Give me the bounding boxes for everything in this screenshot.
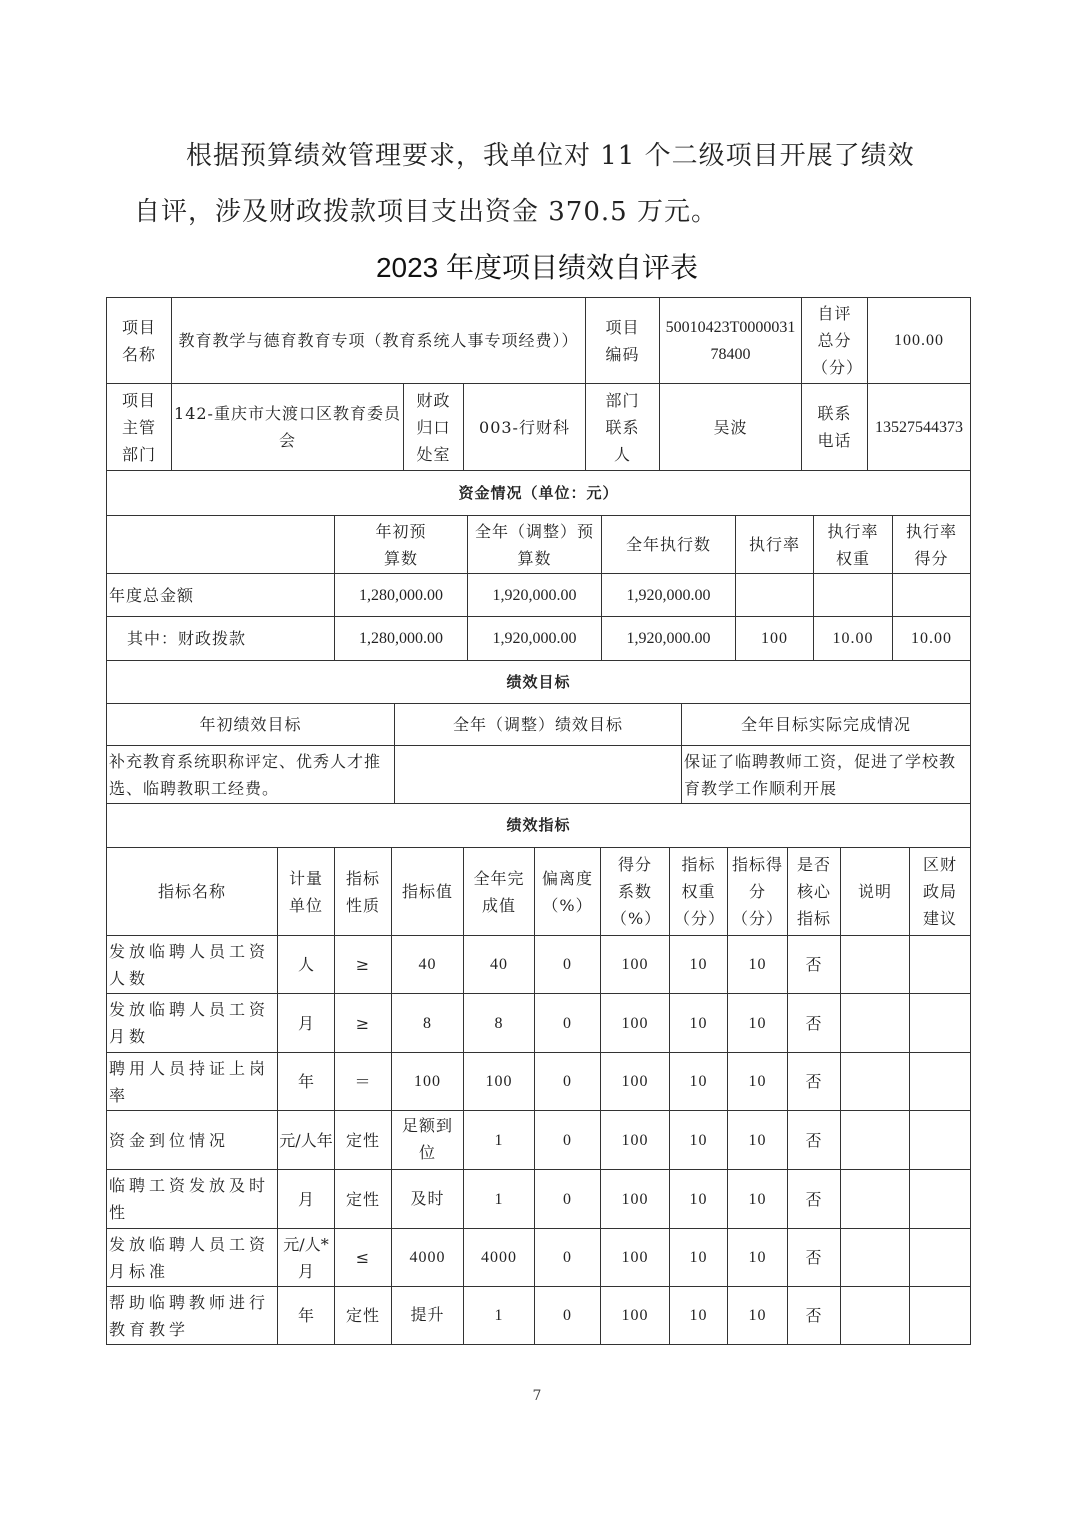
phone-value: 13527544373 bbox=[868, 384, 971, 471]
indicator-cell bbox=[841, 936, 910, 994]
funds-cell: 10.00 bbox=[893, 617, 971, 661]
funds-cell: 10.00 bbox=[814, 617, 893, 661]
finance-office-label: 财政归口处室 bbox=[404, 384, 464, 471]
indicator-header: 指标名称 bbox=[107, 848, 278, 936]
funds-header: 执行率权重 bbox=[814, 516, 893, 574]
funds-cell: 1,280,000.00 bbox=[335, 574, 468, 617]
indicator-cell: 10 bbox=[670, 994, 728, 1053]
indicator-cell: 100 bbox=[601, 1111, 670, 1170]
indicator-cell: 100 bbox=[464, 1053, 535, 1111]
funds-cell: 1,920,000.00 bbox=[602, 617, 736, 661]
funds-cell: 1,920,000.00 bbox=[468, 574, 602, 617]
funds-cell bbox=[814, 574, 893, 617]
indicator-cell: 月 bbox=[278, 1170, 335, 1229]
indicator-cell: 10 bbox=[728, 1170, 788, 1229]
project-code-value: 50010423T000003178400 bbox=[660, 298, 802, 384]
funds-cell: 100 bbox=[736, 617, 814, 661]
indicator-name: 发放临聘人员工资月数 bbox=[107, 994, 278, 1053]
funds-header: 执行率 bbox=[736, 516, 814, 574]
indicator-cell: 提升 bbox=[392, 1287, 464, 1345]
indicator-header: 区财政局建议 bbox=[910, 848, 971, 936]
page-number: 7 bbox=[532, 1388, 542, 1404]
indicator-cell bbox=[910, 1111, 971, 1170]
indicator-cell bbox=[841, 1053, 910, 1111]
funds-header: 全年执行数 bbox=[602, 516, 736, 574]
indicator-cell: 10 bbox=[728, 936, 788, 994]
indicator-name: 发放临聘人员工资月标准 bbox=[107, 1229, 278, 1287]
indicators-header-row bbox=[107, 848, 971, 936]
adjusted-goal bbox=[395, 746, 682, 804]
indicator-header: 指标得分（分） bbox=[728, 848, 788, 936]
indicator-cell: 10 bbox=[670, 1170, 728, 1229]
indicator-header: 计量单位 bbox=[278, 848, 335, 936]
intro-line-1: 根据预算绩效管理要求，我单位对 11 个二级项目开展了绩效 bbox=[186, 141, 915, 171]
indicator-cell: 100 bbox=[601, 1229, 670, 1287]
indicator-cell: 否 bbox=[788, 1229, 841, 1287]
indicator-cell: 否 bbox=[788, 1111, 841, 1170]
project-code-label: 项目编码 bbox=[586, 298, 660, 384]
indicator-cell bbox=[841, 1287, 910, 1345]
project-name-label: 项目名称 bbox=[107, 298, 172, 384]
indicator-cell: 100 bbox=[601, 936, 670, 994]
indicator-row bbox=[107, 1111, 971, 1170]
indicator-cell: 人 bbox=[278, 936, 335, 994]
indicator-cell: 1 bbox=[464, 1170, 535, 1229]
indicator-name: 临聘工资发放及时性 bbox=[107, 1170, 278, 1229]
indicator-cell bbox=[841, 1229, 910, 1287]
goals-header: 全年（调整）绩效目标 bbox=[395, 704, 682, 746]
contact-label: 部门联系人 bbox=[586, 384, 660, 471]
indicator-row bbox=[107, 936, 971, 994]
phone-label: 联系电话 bbox=[802, 384, 868, 471]
funds-header: 全年（调整）预算数 bbox=[468, 516, 602, 574]
indicator-cell: 元/人年 bbox=[278, 1111, 335, 1170]
indicator-cell: 0 bbox=[535, 936, 601, 994]
indicator-cell: 10 bbox=[670, 1053, 728, 1111]
indicator-cell: 0 bbox=[535, 1170, 601, 1229]
initial-goal: 补充教育系统职称评定、优秀人才推选、临聘教职工经费。 bbox=[107, 746, 395, 804]
indicator-cell: 4000 bbox=[392, 1229, 464, 1287]
indicator-cell: 100 bbox=[601, 994, 670, 1053]
indicator-cell: 10 bbox=[728, 1287, 788, 1345]
project-info-table bbox=[106, 297, 971, 471]
indicator-cell: 10 bbox=[670, 936, 728, 994]
indicator-cell bbox=[910, 994, 971, 1053]
goals-header: 全年目标实际完成情况 bbox=[682, 704, 971, 746]
indicator-cell: ≤ bbox=[335, 1229, 392, 1287]
indicator-cell: 10 bbox=[728, 994, 788, 1053]
funds-cell: 年度总金额 bbox=[107, 574, 335, 617]
indicator-cell: 4000 bbox=[464, 1229, 535, 1287]
indicator-row bbox=[107, 994, 971, 1053]
indicator-cell: 否 bbox=[788, 994, 841, 1053]
indicator-header: 指标权重（分） bbox=[670, 848, 728, 936]
indicator-header: 是否核心指标 bbox=[788, 848, 841, 936]
indicator-cell: 10 bbox=[670, 1287, 728, 1345]
indicator-cell: 1 bbox=[464, 1287, 535, 1345]
indicator-cell: 0 bbox=[535, 1111, 601, 1170]
indicator-cell: 10 bbox=[670, 1111, 728, 1170]
indicator-cell: 及时 bbox=[392, 1170, 464, 1229]
indicator-name: 帮助临聘教师进行教育教学 bbox=[107, 1287, 278, 1345]
page-title: 2023 年度项目绩效自评表 bbox=[375, 252, 699, 283]
indicator-header: 说明 bbox=[841, 848, 910, 936]
indicator-cell: 0 bbox=[535, 1229, 601, 1287]
funds-row bbox=[107, 574, 971, 617]
indicator-cell: 否 bbox=[788, 936, 841, 994]
indicator-cell: 40 bbox=[392, 936, 464, 994]
indicator-header: 指标性质 bbox=[335, 848, 392, 936]
indicator-cell: 0 bbox=[535, 1053, 601, 1111]
intro-line-2: 自评，涉及财政拨款项目支出资金 370.5 万元。 bbox=[134, 197, 718, 227]
indicator-cell: 年 bbox=[278, 1287, 335, 1345]
indicator-cell: 月 bbox=[278, 994, 335, 1053]
indicator-cell: 10 bbox=[728, 1111, 788, 1170]
indicator-name: 资金到位情况 bbox=[107, 1111, 278, 1170]
indicator-header: 指标值 bbox=[392, 848, 464, 936]
dept-value: 142-重庆市大渡口区教育委员会 bbox=[172, 384, 404, 471]
funds-row bbox=[107, 617, 971, 661]
goals-header: 年初绩效目标 bbox=[107, 704, 395, 746]
goals-section-title: 绩效目标 bbox=[107, 661, 971, 704]
indicator-cell bbox=[841, 1111, 910, 1170]
funds-header: 年初预算数 bbox=[335, 516, 468, 574]
indicator-cell: 否 bbox=[788, 1287, 841, 1345]
indicator-header: 得分系数（%） bbox=[601, 848, 670, 936]
goals-table bbox=[106, 660, 971, 804]
funds-cell: 1,280,000.00 bbox=[335, 617, 468, 661]
indicator-name: 聘用人员持证上岗率 bbox=[107, 1053, 278, 1111]
indicator-cell: 元/人*月 bbox=[278, 1229, 335, 1287]
indicator-cell: 40 bbox=[464, 936, 535, 994]
indicator-row bbox=[107, 1287, 971, 1345]
indicator-cell: 0 bbox=[535, 1287, 601, 1345]
indicator-cell: 8 bbox=[464, 994, 535, 1053]
self-score-value: 100.00 bbox=[868, 298, 971, 384]
indicator-cell: 定性 bbox=[335, 1111, 392, 1170]
indicator-cell: 定性 bbox=[335, 1287, 392, 1345]
funds-cell: 1,920,000.00 bbox=[468, 617, 602, 661]
indicators-table bbox=[106, 803, 971, 1345]
dept-label: 项目主管部门 bbox=[107, 384, 172, 471]
indicators-section-title: 绩效指标 bbox=[107, 804, 971, 848]
indicator-cell: 100 bbox=[601, 1053, 670, 1111]
indicator-name: 发放临聘人员工资人数 bbox=[107, 936, 278, 994]
indicator-cell bbox=[910, 1053, 971, 1111]
indicator-cell bbox=[910, 1229, 971, 1287]
indicator-cell: ＝ bbox=[335, 1053, 392, 1111]
indicator-cell bbox=[841, 994, 910, 1053]
indicator-cell: 10 bbox=[670, 1229, 728, 1287]
indicator-cell bbox=[910, 1287, 971, 1345]
indicator-cell: 定性 bbox=[335, 1170, 392, 1229]
indicator-cell: 年 bbox=[278, 1053, 335, 1111]
funds-table bbox=[106, 470, 971, 661]
indicator-cell: ≥ bbox=[335, 994, 392, 1053]
indicator-cell: ≥ bbox=[335, 936, 392, 994]
self-score-label: 自评总分（分） bbox=[802, 298, 868, 384]
indicator-cell: 0 bbox=[535, 994, 601, 1053]
indicator-cell bbox=[910, 1170, 971, 1229]
indicator-cell: 8 bbox=[392, 994, 464, 1053]
indicator-cell bbox=[910, 936, 971, 994]
funds-cell: 其中：财政拨款 bbox=[107, 617, 335, 661]
funds-header: 执行率得分 bbox=[893, 516, 971, 574]
indicators-body bbox=[107, 936, 971, 1345]
contact-value: 吴波 bbox=[660, 384, 802, 471]
indicator-row bbox=[107, 1229, 971, 1287]
funds-cell bbox=[736, 574, 814, 617]
funds-cell bbox=[893, 574, 971, 617]
indicator-cell: 1 bbox=[464, 1111, 535, 1170]
indicator-cell: 10 bbox=[728, 1229, 788, 1287]
indicator-row bbox=[107, 1053, 971, 1111]
indicator-cell: 10 bbox=[728, 1053, 788, 1111]
funds-section-title: 资金情况（单位：元） bbox=[107, 471, 971, 516]
indicator-cell bbox=[841, 1170, 910, 1229]
finance-office-value: 003-行财科 bbox=[464, 384, 586, 471]
indicator-cell: 否 bbox=[788, 1170, 841, 1229]
indicator-cell: 足额到位 bbox=[392, 1111, 464, 1170]
indicator-row bbox=[107, 1170, 971, 1229]
indicator-cell: 100 bbox=[601, 1287, 670, 1345]
indicator-header: 全年完成值 bbox=[464, 848, 535, 936]
project-name-value: 教育教学与德育教育专项（教育系统人事专项经费）） bbox=[172, 298, 586, 384]
indicator-cell: 100 bbox=[601, 1170, 670, 1229]
actual-completion: 保证了临聘教师工资，促进了学校教育教学工作顺利开展 bbox=[682, 746, 971, 804]
indicator-header: 偏离度（%） bbox=[535, 848, 601, 936]
funds-cell: 1,920,000.00 bbox=[602, 574, 736, 617]
indicator-cell: 100 bbox=[392, 1053, 464, 1111]
funds-header bbox=[107, 516, 335, 574]
intro-paragraph bbox=[134, 128, 954, 240]
indicator-cell: 否 bbox=[788, 1053, 841, 1111]
